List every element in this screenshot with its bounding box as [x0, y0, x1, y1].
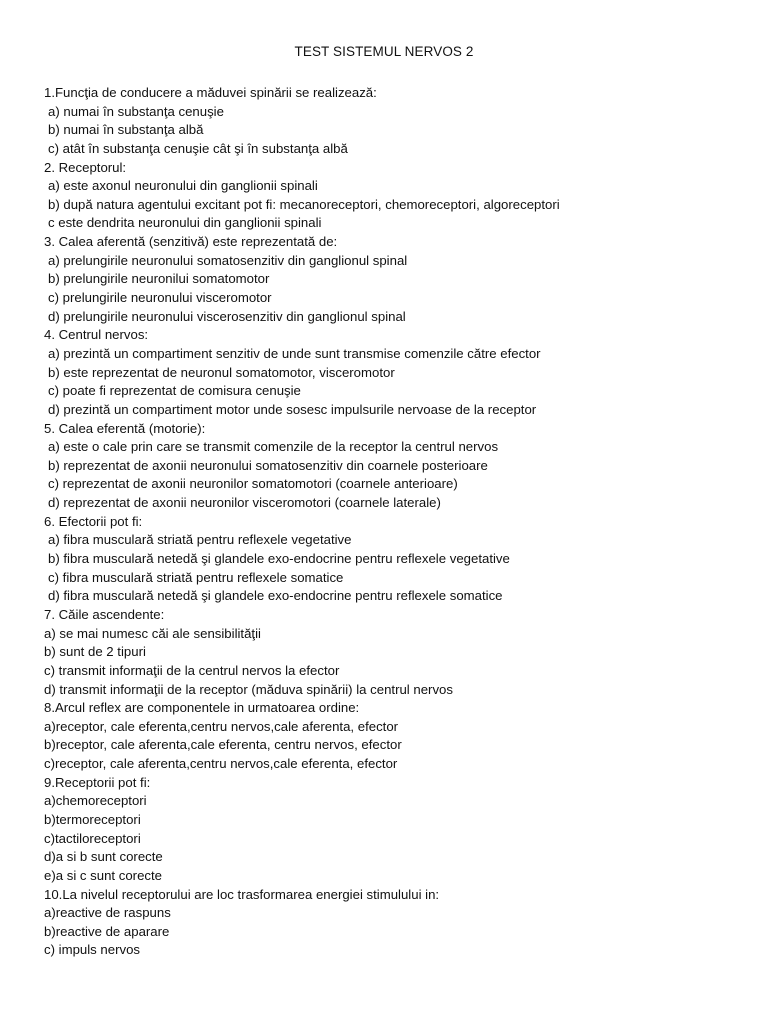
answer-option: a) este o cale prin care se transmit comenzile de la receptor la centrul nervos: [48, 439, 499, 455]
answer-option: b)reactive de aparare: [44, 923, 170, 939]
question-line: 2. Receptorul:: [44, 159, 127, 175]
question-line: 6. Efectorii pot fi:: [44, 513, 143, 529]
question-line: 9.Receptorii pot fi:: [44, 774, 151, 790]
answer-option: d) prelungirile neuronului viscerosenzitiv din ganglionul spinal: [48, 308, 406, 324]
question-line: 8.Arcul reflex are componentele in urmatoarea ordine:: [44, 700, 360, 716]
answer-option: b) prelungirile neuronilui somatomotor: [48, 271, 270, 287]
question-line: 3. Calea aferentă (senzitivă) este reprezentată de:: [44, 234, 338, 250]
question-line: 1.Funcţia de conducere a măduvei spinării se realizează:: [44, 85, 377, 100]
answer-option: d) reprezentat de axonii neuronilor visceromotori (coarnele laterale): [48, 495, 441, 511]
answer-option: b) reprezentat de axonii neuronului somatosenzitiv din coarnele posterioare: [48, 457, 488, 473]
document-body: [44, 84, 744, 960]
question-line: 7. Căile ascendente:: [44, 606, 165, 622]
answer-option: c) impuls nervos: [44, 942, 141, 958]
answer-option: c)receptor, cale aferenta,centru nervos,cale eferenta, efector: [44, 756, 398, 772]
answer-option: c) fibra musculară striată pentru reflexele somatice: [48, 569, 344, 585]
answer-option: b)termoreceptori: [44, 811, 141, 827]
answer-option: d) fibra musculară netedă şi glandele exo-endocrine pentru reflexele somatice: [48, 588, 503, 604]
question-line: 4. Centrul nervos:: [44, 327, 149, 343]
answer-option: a)receptor, cale eferenta,centru nervos,cale aferenta, efector: [44, 718, 399, 734]
answer-option: c) atât în substanţa cenuşie cât şi în substanţa albă: [48, 140, 348, 156]
answer-option: a) prezintă un compartiment senzitiv de unde sunt transmise comenzile către efector: [48, 345, 541, 361]
answer-option: c) prelungirile neuronului visceromotor: [48, 290, 272, 306]
question-line: 10.La nivelul receptorului are loc trasformarea energiei stimulului in:: [44, 886, 440, 902]
answer-option: a) prelungirile neuronului somatosenzitiv din ganglionul spinal: [48, 252, 408, 268]
answer-option: b) fibra musculară netedă şi glandele exo-endocrine pentru reflexele vegetative: [48, 551, 510, 567]
answer-option: c) transmit informaţii de la centrul nervos la efector: [44, 662, 340, 678]
answer-option: a) fibra musculară striată pentru reflexele vegetative: [48, 532, 352, 548]
question-line: 5. Calea eferentă (motorie):: [44, 420, 206, 436]
answer-option: d) prezintă un compartiment motor unde sosesc impulsurile nervoase de la receptor: [48, 401, 537, 417]
document-title: TEST SISTEMUL NERVOS 2: [294, 44, 474, 59]
answer-option: b) sunt de 2 tipuri: [44, 644, 146, 660]
answer-option: a) este axonul neuronului din ganglionii spinali: [48, 178, 318, 194]
answer-option: c) reprezentat de axonii neuronilor somatomotori (coarnele anterioare): [48, 476, 458, 492]
answer-option: a) numai în substanţa cenuşie: [48, 103, 224, 119]
answer-option: a)reactive de raspuns: [44, 905, 171, 921]
answer-option: c) poate fi reprezentat de comisura cenuşie: [48, 383, 301, 399]
answer-option: b) numai în substanţa albă: [48, 122, 204, 138]
answer-option: b) după natura agentului excitant pot fi: mecanoreceptori, chemoreceptori, algoreceptori: [48, 196, 560, 212]
answer-option: b)receptor, cale aferenta,cale eferenta, centru nervos, efector: [44, 737, 402, 753]
answer-option: a)chemoreceptori: [44, 793, 147, 809]
answer-option: e)a si c sunt corecte: [44, 867, 163, 883]
answer-option: d) transmit informaţii de la receptor (măduva spinării) la centrul nervos: [44, 681, 453, 697]
answer-option: b) este reprezentat de neuronul somatomotor, visceromotor: [48, 364, 395, 380]
answer-option: a) se mai numesc căi ale sensibilităţii: [44, 625, 261, 641]
answer-option: c este dendrita neuronului din ganglionii spinali: [48, 215, 322, 231]
answer-option: c)tactiloreceptori: [44, 830, 141, 846]
answer-option: d)a si b sunt corecte: [44, 849, 163, 865]
